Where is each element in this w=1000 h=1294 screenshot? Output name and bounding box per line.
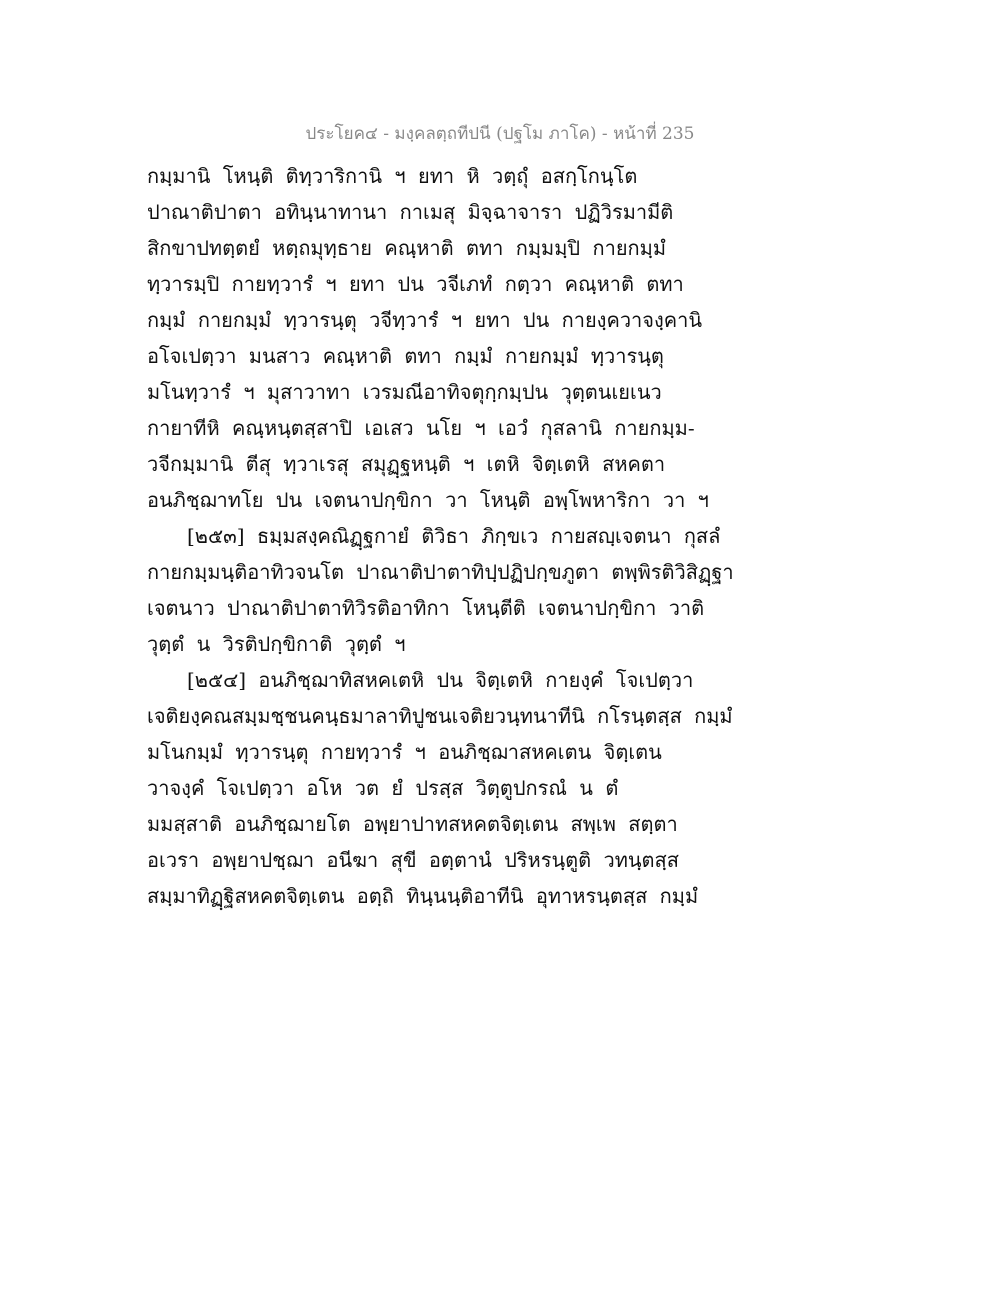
- text-line: มมสฺสาติ อนภิชฺฌายโต อพฺยาปาทสหคตจิตฺเตน สพฺเพ สตฺตา: [147, 812, 678, 836]
- paragraph-2: [147, 518, 867, 662]
- text-line: [๒๕๔] อนภิชฺฌาทิสหคเตหิ ปน จิตฺเตหิ กายงฺคํ โจเปตฺวา: [187, 668, 694, 692]
- text-line: กมฺมํ กายกมฺมํ ทฺวารนฺตุ วจีทฺวารํ ฯ ยทา ปน กายงฺควาจงฺคานิ: [147, 308, 703, 332]
- text-line: อโจเปตฺวา มนสาว คณฺหาติ ตทา กมฺมํ กายกมฺมํ ทฺวารนฺตุ: [147, 344, 664, 368]
- text-line: กายาทีหิ คณฺหนฺตสฺสาปิ เอเสว นโย ฯ เอวํ กุสลานิ กายกมฺม-: [147, 416, 695, 440]
- body-text: [147, 158, 867, 914]
- text-line: สิกขาปทตฺตยํ หตฺถมุทฺธาย คณฺหาติ ตทา กมฺมมฺปิ กายกมฺมํ: [147, 236, 667, 260]
- paragraph-1: [147, 158, 867, 518]
- text-line: กายกมฺมนฺติอาทิวจนโต ปาณาติปาตาทิปฺปฏิปกฺขภูตา ตพฺพิรติวิสิฏฺฐา: [147, 560, 734, 584]
- text-line: สมฺมาทิฏฺฐิสหคตจิตฺเตน อตฺถิ ทินฺนนฺติอาทีนิ อุทาหรนฺตสฺส กมฺมํ: [147, 884, 699, 908]
- text-line: เจตนาว ปาณาติปาตาทิวิรติอาทิกา โหนฺตีติ เจตนาปกฺขิกา วาติ: [147, 596, 705, 620]
- text-line: มโนกมฺมํ ทฺวารนฺตุ กายทฺวารํ ฯ อนภิชฺฌาสหคเตน จิตฺเตน: [147, 740, 662, 764]
- text-line: กมฺมานิ โหนฺติ ติทฺวาริกานิ ฯ ยทา หิ วตฺถุํ อสกฺโกนฺโต: [147, 164, 638, 188]
- text-line: มโนทฺวารํ ฯ มุสาวาทา เวรมณีอาทิจตุกฺกมฺปน วุตฺตนเยเนว: [147, 380, 662, 404]
- text-line: อเวรา อพฺยาปชฺฌา อนีฆา สุขี อตฺตานํ ปริหรนฺตูติ วทนฺตสฺส: [147, 848, 679, 872]
- text-line: ทฺวารมฺปิ กายทฺวารํ ฯ ยทา ปน วจีเภทํ กตฺวา คณฺหาติ ตทา: [147, 272, 684, 296]
- text-line: ปาณาติปาตา อทินฺนาทานา กาเมสุ มิจฺฉาจารา ปฏิวิรมามีติ: [147, 200, 674, 224]
- text-line: เจติยงฺคณสมฺมชฺชนคนฺธมาลาทิปูชนเจติยวนฺทนาทีนิ กโรนฺตสฺส กมฺมํ: [147, 704, 733, 728]
- text-line: [๒๕๓] ธมฺมสงฺคณิฏฺฐกายํ ติวิธา ภิกฺขเว กายสญฺเจตนา กุสลํ: [187, 524, 721, 548]
- text-line: วาจงฺคํ โจเปตฺวา อโห วต ยํ ปรสฺส วิตฺตูปกรณํ น ตํ: [147, 776, 619, 800]
- paragraph-3: [147, 662, 867, 914]
- text-line: วุตฺตํ น วิรติปกฺขิกาติ วุตฺตํ ฯ: [147, 632, 406, 656]
- text-line: อนภิชฺฌาทโย ปน เจตนาปกฺขิกา วา โหนฺติ อพฺโพหาริกา วา ฯ: [147, 488, 709, 512]
- text-line: วจีกมฺมานิ ตีสุ ทฺวาเรสุ สมุฏฺฐหนฺติ ฯ เตหิ จิตฺเตหิ สหคตา: [147, 452, 666, 476]
- running-header: ประโยค๔ - มงฺคลตฺถทีปนี (ปฐโม ภาโค) - หน้าที่ 235: [305, 124, 695, 144]
